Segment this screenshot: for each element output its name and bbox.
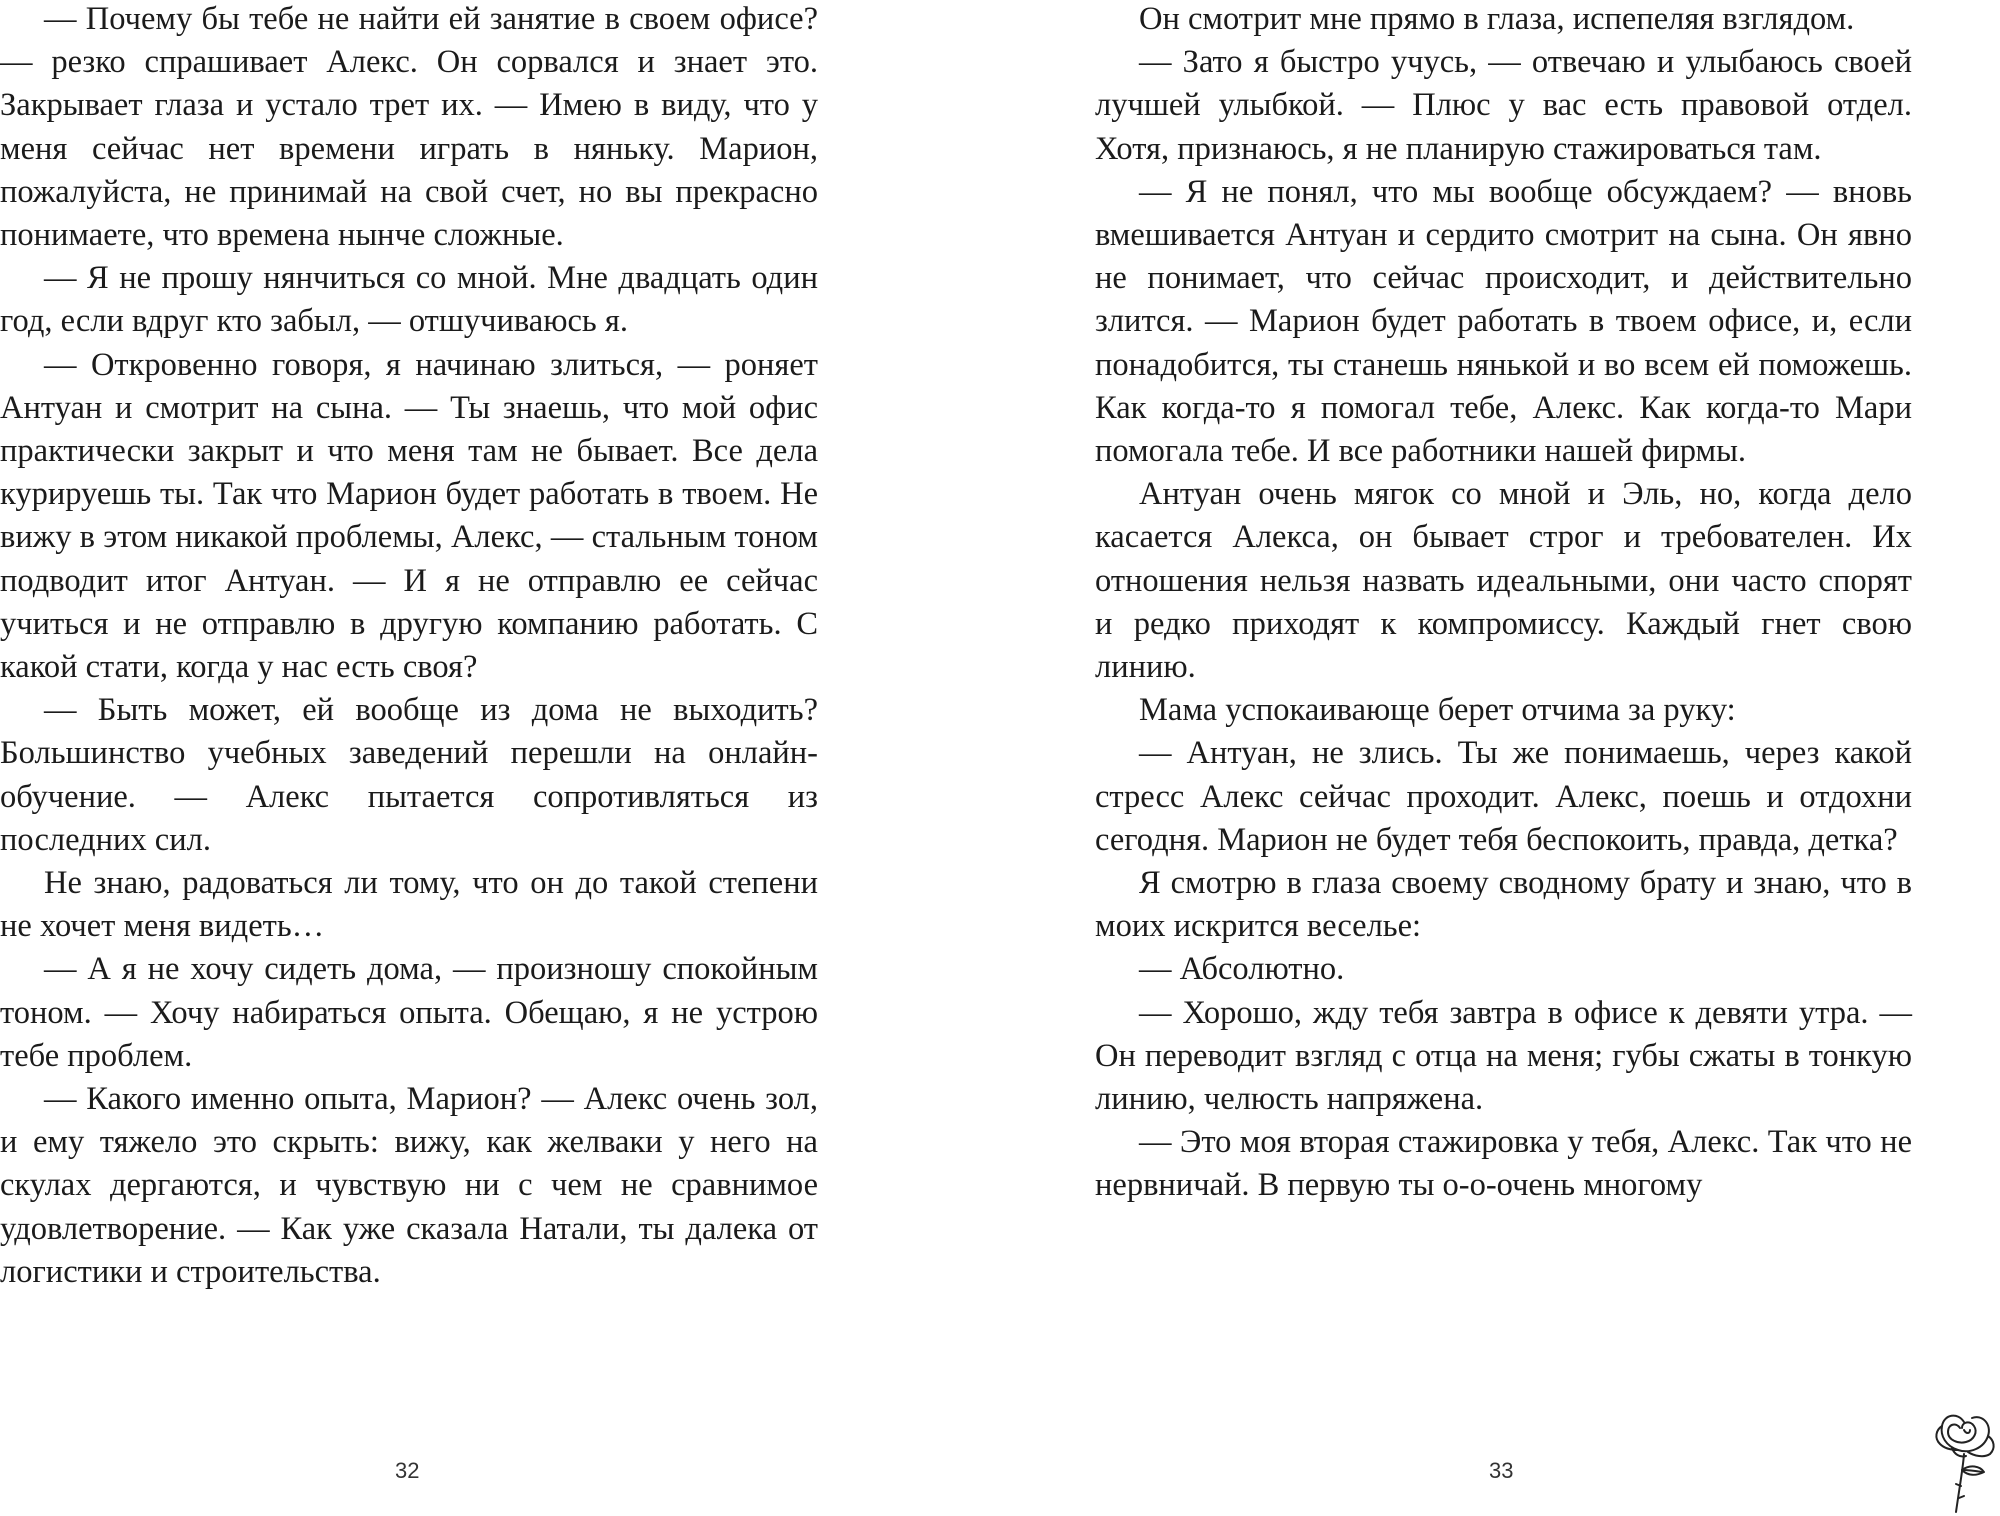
page-number-right: 33	[1489, 1458, 1514, 1483]
paragraph: — Почему бы тебе не найти ей занятие в своем офисе? — резко спрашивает Алекс. Он сорвался и знает это. Закрывает глаза и устало трет их. — Имею в виду, что у меня сейчас нет времени играть в няньку. Марион, пожалуйста, не принимай на свой счет, но вы прекрасно понимаете, что времена нынче сложные.	[0, 1, 818, 254]
paragraph: — Антуан, не злись. Ты же понимаешь, через какой стресс Алекс сейчас проходит. Алекс, поешь и отдохни сегодня. Марион не будет тебя беспокоить, правда, детка?	[1095, 735, 1912, 858]
paragraph: Я смотрю в глаза своему сводному брату и знаю, что в моих искрится веселье:	[1095, 865, 1912, 945]
left-page-text	[0, 0, 818, 1294]
paragraph: — Абсолютно.	[1139, 951, 1345, 988]
page-number-left: 32	[395, 1458, 420, 1483]
right-page-text	[1095, 0, 1912, 1208]
rose-icon	[1930, 1408, 2000, 1516]
paragraph: Он смотрит мне прямо в глаза, испепеляя взглядом.	[1139, 1, 1855, 37]
paragraph: — А я не хочу сидеть дома, — произношу спокойным тоном. — Хочу набираться опыта. Обещаю, я не устрою тебе проблем.	[0, 951, 818, 1074]
paragraph: Мама успокаивающе берет отчима за руку:	[1139, 692, 1736, 729]
paragraph: Не знаю, радоваться ли тому, что он до такой степени не хочет меня видеть…	[0, 865, 818, 945]
paragraph: — Зато я быстро учусь, — отвечаю и улыбаюсь своей лучшей улыбкой. — Плюс у вас есть правовой отдел. Хотя, признаюсь, я не планирую стажироваться там.	[1095, 44, 1912, 167]
paragraph: — Это моя вторая стажировка у тебя, Алекс. Так что не нервничай. В первую ты о-о-очень многому	[1095, 1124, 1912, 1204]
paragraph: — Откровенно говоря, я начинаю злиться, — роняет Антуан и смотрит на сына. — Ты знаешь, что мой офис практически закрыт и что меня там не бывает. Все дела курируешь ты. Так что Марион будет работать в твоем. Не вижу в этом никакой проблемы, Алекс, — стальным тоном подводит итог Антуан. — И я не отправлю ее сейчас учиться и не отправлю в другую компанию работать. С какой стати, когда у нас есть своя?	[0, 346, 818, 686]
paragraph: — Я не понял, что мы вообще обсуждаем? — вновь вмешивается Антуан и сердито смотрит на сына. Он явно не понимает, что сейчас происходит, и действительно злится. — Марион будет работать в твоем офисе, и, если понадобится, ты станешь нянькой и во всем ей поможешь. Как когда-то я помогал тебе, Алекс. Как когда-то Мари помогала тебе. И все работники нашей фирмы.	[1095, 173, 1912, 470]
paragraph: Антуан очень мягок со мной и Эль, но, когда дело касается Алекса, он бывает строг и требователен. Их отношения нельзя назвать идеальными, они часто спорят и редко приходят к компромиссу. Каждый гнет свою линию.	[1095, 476, 1912, 686]
paragraph: — Какого именно опыта, Марион? — Алекс очень зол, и ему тяжело это скрыть: вижу, как желваки у него на скулах дергаются, и чувствую ни с чем не сравнимое удовлетворение. — Как уже сказала Натали, ты далека от логистики и строительства.	[0, 1081, 818, 1290]
paragraph: — Хорошо, жду тебя завтра в офисе к девяти утра. — Он переводит взгляд с отца на меня; губы сжаты в тонкую линию, челюсть напряжена.	[1095, 994, 1912, 1118]
paragraph: — Я не прошу нянчиться со мной. Мне двадцать один год, если вдруг кто забыл, — отшучиваюсь я.	[0, 260, 818, 340]
paragraph: — Быть может, ей вообще из дома не выходить? Большинство учебных заведений перешли на онлайн-обучение. — Алекс пытается сопротивляться из последних сил.	[0, 692, 818, 858]
